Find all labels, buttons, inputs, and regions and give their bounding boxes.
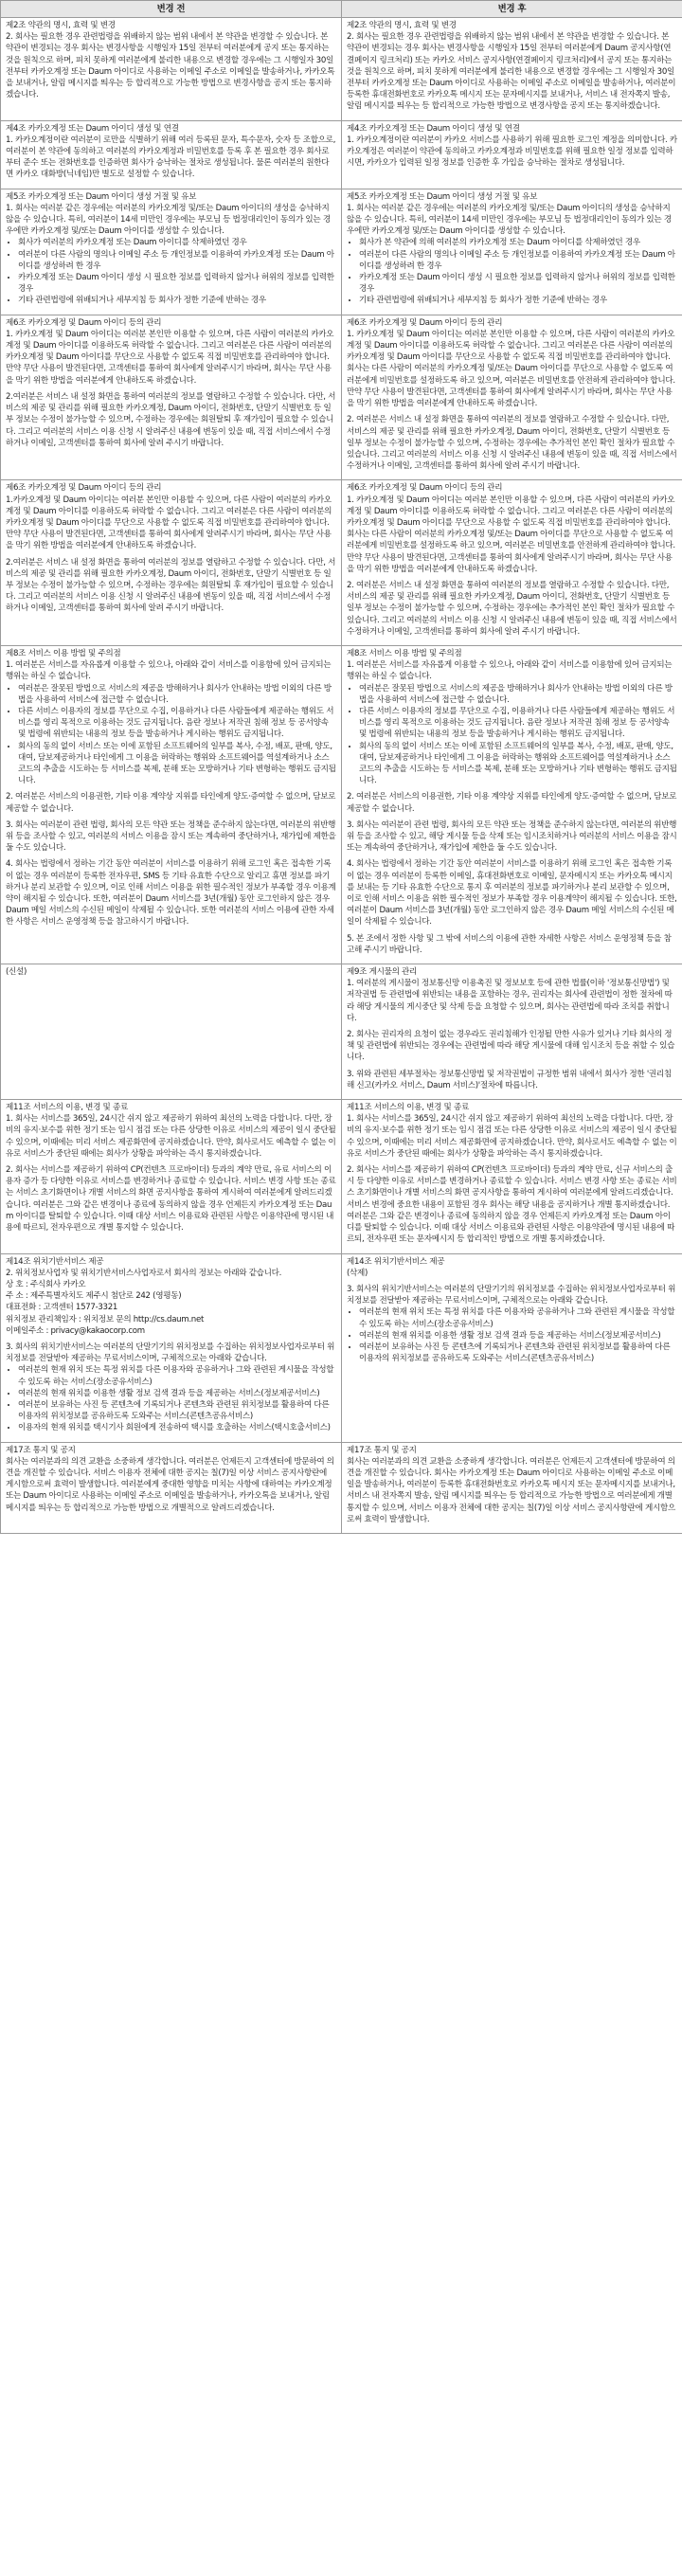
clause-title: 제6조 카카오계정 및 Daum 아이디 등의 관리 xyxy=(6,317,162,328)
table-row xyxy=(1,1253,682,1442)
list-item: • 회사의 동의 없이 서비스 또는 이에 포함된 소프트웨어의 일부를 복사, 수정, 배포, 판매, 양도, 대여, 담보제공하거나 타인에게 그 이용을 허락하는 행위와 소프트웨어를 역설계하거나 소스 코드의 추출을 시도하는 등 서비스를 복제, 분해 또는 모방하거나 기타 변형하는 행위도 금지됩니다. xyxy=(359,741,677,787)
clause-text: 3. 회사의 위치기반서비스는 여러분의 단말기기의 위치정보를 수집하는 위치정보사업자로부터 위치정보를 전달받아 제공하는 무료서비스이며, 구체적으로는 아래와 같습니다. xyxy=(347,1284,676,1306)
clause-text: 3. 회사는 여러분이 관련 법령, 회사의 모든 약관 또는 정책을 준수하지 않는다면, 여러분의 위반행위 등을 조사할 수 있고, 해당 게시물 등을 삭제 또는 임시조치하거나 여러분의 서비스 이용을 잠시 또는 계속하여 중단하거나, 재가입에 제한을 둘 수도 있습니다. xyxy=(347,820,677,854)
clause-text: 회사는 여러분과의 의견 교환을 소중하게 생각합니다. 여러분은 언제든지 고객센터에 방문하여 의견을 개진할 수 있습니다. 회사는 카카오계정 또는 Daum 아이디로 사용하는 이메일 주소로 이메일을 발송하거나, 여러분이 등록한 휴대전화번호로 카카오톡 메시지 또는 문자메시지를 보내거나, 서비스 내 전자쪽지 발송, 알림 메시지를 띄우는 등 합리적으로 가능한 방법으로 여러분에게 개별 통지할 수 있으며, 서비스 이용자 전체에 대한 공지는 칠(7)일 이상 서비스 공지사항란에 게시함으로써 효력이 발생합니다. xyxy=(347,1456,675,1524)
list-item: • 회사의 동의 없이 서비스 또는 이에 포함된 소프트웨어의 일부를 복사, 수정, 배포, 판매, 양도, 대여, 담보제공하거나 타인에게 그 이용을 허락하는 행위와 소프트웨어를 역설계하거나 소스 코드의 추출을 시도하는 등 서비스를 복제, 분해 또는 모방하거나 기타 변형하는 행위도 금지됩니다. xyxy=(18,741,336,787)
clause-block xyxy=(6,191,336,307)
list-item: • 여러분이 다른 사람의 명의나 이메일 주소 등 개인정보를 이용하여 카카오계정 또는 Daum 아이디를 생성하려 한 경우 xyxy=(359,249,677,272)
clause-block xyxy=(347,820,677,855)
clause-title: 제11조 서비스의 이용, 변경 및 종료 xyxy=(6,1103,128,1113)
clause-block xyxy=(347,482,677,575)
clause-block xyxy=(347,580,677,638)
clause-block xyxy=(347,123,677,170)
clause-block xyxy=(347,791,677,814)
clause-text: 4. 회사는 법령에서 정하는 기간 동안 여러분이 서비스를 이용하기 위해 로그인 혹은 접속한 기록이 없는 경우 여러분이 등록한 이메일, 휴대전화번호로 이메일, 문자메시지 또는 카카오톡 메시지를 보내는 등 기타 유효한 수단으로 통지 후 여러분의 정보를 파기하거나 분리 보관할 수 있으며, 이로 인해 서비스 이용을 위한 필수적인 정보가 부족할 경우 이용계약이 해지될 수 있습니다. 또한, 여러분이 Daum 서비스를 3년(개월) 동안 로그인하지 않은 경우 Daum 메일 서비스의 수신된 메일이 삭제될 수 있습니다. xyxy=(347,859,677,928)
cell-after xyxy=(342,1253,682,1442)
clause-block xyxy=(347,1164,677,1245)
list-item: • 여러분이 다른 사람의 명의나 이메일 주소 등 개인정보를 이용하여 카카오계정 또는 Daum 아이디를 생성하려 한 경우 xyxy=(18,249,336,272)
cell-after xyxy=(342,480,682,646)
clause-text: 1. 여러분의 게시물이 정보통신망 이용촉진 및 정보보호 등에 관한 법률(이하 '정보통신망법') 및 저작권법 등 관련법에 위반되는 내용을 포함하는 경우, 권리자는 회사에 관련법이 정한 절차에 따라 해당 게시물의 게시중단 및 삭제 등을 요청할 수 있으며, 회사는 관련법에 따라 조치를 취합니다. xyxy=(347,979,673,1023)
clause-text: 2.여러분은 서비스 내 설정 화면을 통하여 여러분의 정보를 열람하고 수정할 수 있습니다. 다만, 서비스의 제공 및 관리를 위해 필요한 카카오계정, Daum 아이디, 전화번호, 단말기 식별번호 등 일부 정보는 수정이 불가능할 수 있으며, 수정하는 경우에는 회원탈퇴 후 재가입이 필요할 수 있습니다. 그리고 여러분의 서비스 이용 신청 시 알려주신 내용에 변동이 있을 때, 직접 서비스에서 수정하거나 이메일, 고객센터를 통하여 회사에 알려 주시기 바랍니다. xyxy=(6,557,336,614)
clause-block xyxy=(347,1102,677,1160)
clause-title: 제14조 위치기반서비스 제공 xyxy=(347,1256,445,1267)
list-item: • 여러분의 현재 위치를 이용한 생활 정보 검색 결과 등을 제공하는 서비스(정보제공서비스) xyxy=(18,1388,336,1399)
clause-title: 제5조 카카오계정 또는 Daum 아이디 생성 거절 및 유보 xyxy=(347,191,538,202)
cell-after xyxy=(342,1442,682,1533)
info-line: 상 호 : 주식회사 카카오 xyxy=(6,1279,86,1289)
clause-title: 제2조 약관의 명시, 효력 및 변경 xyxy=(6,21,116,30)
clause-text: 1. 여러분은 서비스를 자유롭게 이용할 수 있으나, 아래와 같이 서비스를 이용함에 있어 금지되는 행위는 하실 수 없습니다. xyxy=(347,660,673,682)
table-row xyxy=(1,189,682,315)
clause-text: 1. 카카오계정이란 여러분이 로만을 식별하기 위해 여러 등록된 문자, 특수문자, 숫자 등 조합으로, 여러분이 본 약관에 동의하고 여러분의 카카오계정과 비밀번호를 등록 후 본 필요한 경우 회사로부터 준수 또는 전화번호를 인증하면 회사가 승낙하는 절차로 생성됩니다. 물론 여러분의 원한다면 카카오 대화방(닉네임)만 별도로 설정할 수 있습니다. xyxy=(6,135,336,180)
list-item: • 여러분의 현재 위치를 이용한 생활 정보 검색 결과 등을 제공하는 서비스(정보제공서비스) xyxy=(359,1330,677,1342)
clause-text: 2. 여러분은 서비스 내 설정 화면을 통하여 여러분의 정보를 열람하고 수정할 수 있습니다. 다만, 서비스의 제공 및 관리를 위해 필요한 카카오계정, Daum 아이디, 전화번호, 단말기 식별번호 등 일부 정보는 수정이 불가능할 수 있으며, 수정하는 경우에는 추가적인 본인 확인 절차가 필요할 수 있습니다. 그리고 여러분의 서비스 이용 신청 시 알려주신 내용에 변동이 있을 때, 직접 서비스에서 수정하거나 이메일, 고객센터를 통하여 회사에 알려 주시기 바랍니다. xyxy=(347,415,677,472)
clause-text: 회사는 여러분과의 의견 교환을 소중하게 생각합니다. 여러분은 언제든지 고객센터에 방문하여 의견을 개진할 수 있습니다. 서비스 이용자 전체에 대한 공지는 칠(7)일 이상 서비스 공지사항란에 게시함으로써 효력이 발생합니다. 여러분에게 중대한 영향을 미치는 사항에 대하여는 카카오계정 또는 Daum 아이디로 사용하는 이메일 주소로 이메일을 발송하거나, 카카오톡을 보내거나, 알림 메시지를 띄우는 등 합리적으로 가능한 방법으로 개별적으로 알려드리겠습니다. xyxy=(6,1456,334,1513)
clause-text: 2. 회사는 필요한 경우 관련법령을 위배하지 않는 범위 내에서 본 약관을 변경할 수 있습니다. 본 약관이 변경되는 경우 회사는 변경사항을 시행일자 15일 전부터 여러분에게 공지 또는 통지하는 것을 원칙으로 하며, 피치 못하게 여러분에게 불리한 내용으로 변경할 경우에는 그 시행일자 30일 전부터 카카오계정 또는 Daum 아이디로 사용하는 이메일 주소로 이메일을 발송하거나, 카카오톡을 보내거나, 알림 메시지를 띄우는 등 합리적으로 가능한 방법으로 변경사항을 공지 또는 통지하겠습니다. xyxy=(6,32,335,100)
clause-text: 2. 회사는 서비스를 제공하기 위하여 CP(컨텐츠 프로바이더) 등과의 계약 만료, 유료 서비스의 이용자 증가 등 다양한 이유로 서비스를 변경하거나 종료할 수 있습니다. 서비스 변경 사항 또는 종료는 서비스 초기화면이나 개별 서비스의 화면 공지사항을 통하여 게시하여 여러분에게 알려드리겠습니다. 여러분은 그와 같은 변경이나 종료에 동의하지 않을 경우 언제든지 카카오계정 또는 Daum 아이디를 탈퇴할 수 있습니다. 이때 대상 서비스 이용료와 관련된 사항은 이용약관에 명시된 내용에 따르되, 전자우편으로 개별 통지할 수 있습니다. xyxy=(6,1165,336,1234)
clause-block xyxy=(6,391,336,449)
clause-block xyxy=(347,191,677,307)
table-row xyxy=(1,1442,682,1533)
clause-text: 2. 여러분은 서비스 내 설정 화면을 통하여 여러분의 정보를 열람하고 수정할 수 있습니다. 다만, 서비스의 제공 및 관리를 위해 필요한 카카오계정, Daum 아이디, 전화번호, 단말기 식별번호 등 일부 정보는 수정이 불가능할 수 있으며, 수정하는 경우에는 추가적인 본인 확인 절차가 필요할 수 있습니다. 그리고 여러분의 서비스 이용 신청 시 알려주신 내용에 변동이 있을 때, 직접 서비스에서 수정하거나 이메일, 고객센터를 통하여 회사에 알려 주시기 바랍니다. xyxy=(347,580,677,637)
cell-before xyxy=(1,1253,342,1442)
list-item: • 다른 서비스 이용자의 정보를 무단으로 수집, 이용하거나 다른 사람들에게 제공하는 행위도 서비스를 영리 목적으로 이용하는 것도 금지됩니다. 음란 정보나 저작권 침해 정보 등 공서양속 및 법령에 위반되는 내용의 정보 등을 발송하거나 게시하는 행위도 금지됩니다. xyxy=(359,706,677,741)
list-item: • 다른 서비스 이용자의 정보를 무단으로 수집, 이용하거나 다른 사람들에게 제공하는 행위도 서비스를 영리 목적으로 이용하는 것도 금지됩니다. 음란 정보나 저작권 침해 정보 등 공서양속 및 법령에 위반되는 내용의 정보 등을 발송하거나 게시하는 행위도 금지됩니다. xyxy=(18,706,336,741)
cell-before xyxy=(1,645,342,964)
clause-title: 제6조 카카오계정 및 Daum 아이디 등의 관리 xyxy=(347,317,503,328)
bullet-list xyxy=(6,1364,336,1433)
clause-block xyxy=(6,1445,336,1514)
clause-title: 제14조 위치기반서비스 제공 xyxy=(6,1256,104,1267)
bullet-list xyxy=(347,1306,677,1364)
table-header-row xyxy=(1,1,682,18)
cell-before xyxy=(1,480,342,646)
list-item: • 여러분이 보유하는 사진 등 콘텐츠에 기록되거나 콘텐츠와 관련된 위치정보를 활용하여 다른 이용자의 위치정보를 공유하도록 도와주는 서비스(콘텐츠공유서비스) xyxy=(359,1342,677,1364)
clause-text: 4. 회사는 법령에서 정하는 기간 동안 여러분이 서비스를 이용하기 위해 로그인 혹은 접속한 기록이 없는 경우 여러분이 등록한 전자우편, SMS 등 기타 유효한 수단으로 알리고 휴면 정보를 파기하거나 분리 보관할 수 있으며, 이로 인해 서비스 이용을 위한 필수적인 정보가 부족할 경우 이용계약이 해지될 수 있습니다. 또한, 여러분이 Daum 서비스를 3년(개월) 동안 로그인하지 않은 경우 Daum 메일 서비스의 수신된 메일이 삭제될 수 있습니다. 또한 여러분의 서비스 이용에 관한 자세한 사항은 서비스 운영정책 등을 참고하시기 바랍니다. xyxy=(6,859,336,928)
bullet-list xyxy=(6,683,336,787)
clause-title: 제17조 통지 및 공지 xyxy=(6,1445,76,1455)
clause-title: 제8조 서비스 이용 방법 및 주의점 xyxy=(347,648,462,658)
clause-text: 2. 회사는 권리자의 요청이 없는 경우라도 권리침해가 인정될 만한 사유가 있거나 기타 회사의 정책 및 관련법에 위반되는 경우에는 관련법에 따라 해당 게시물에 대해 임시조치 등을 취할 수 있습니다. xyxy=(347,1030,675,1063)
clause-block xyxy=(347,1069,677,1091)
info-line: 대표전화 : 고객센터 1577-3321 xyxy=(6,1303,118,1313)
table-body xyxy=(1,18,682,1534)
table-row xyxy=(1,645,682,964)
clause-title: 제6조 카카오계정 및 Daum 아이디 등의 관리 xyxy=(6,483,162,494)
clause-block xyxy=(347,648,677,786)
clause-block xyxy=(6,791,336,814)
list-item: • 여러분이 보유하는 사진 등 콘텐츠에 기록되거나 콘텐츠와 관련된 위치정보를 활용하여 다른 이용자의 위치정보를 공유하도록 도와주는 서비스(콘텐츠공유서비스) xyxy=(18,1399,336,1422)
clause-block xyxy=(6,966,336,978)
clause-text: 2. 여러분은 서비스의 이용권한, 기타 이용 계약상 지위를 타인에게 양도·증여할 수 없으며, 담보로 제공할 수 없습니다. xyxy=(6,792,336,814)
clause-block xyxy=(6,1164,336,1234)
bullet-list xyxy=(6,237,336,306)
cell-before xyxy=(1,1100,342,1253)
clause-block xyxy=(6,1342,336,1434)
clause-title: 제4조 카카오계정 또는 Daum 아이디 생성 및 연결 xyxy=(6,123,179,134)
header-before: 변경 전 xyxy=(1,1,342,18)
clause-block xyxy=(347,1256,677,1279)
clause-text: 1. 카카오계정 및 Daum 아이디는 여러분 본인만 이용할 수 있으며, 다른 사람이 여러분의 카카오계정 및 Daum 아이디를 이용하도록 허락할 수 없습니다. 그리고 여러분은 다른 사람이 여러분의 카카오계정 및 Daum 아이디를 무단으로 사용할 수 없도록 직접 비밀번호를 관리하여야 합니다. 회사는 다른 사람이 여러분의 카카오계정 및/또는 Daum 아이디를 무단으로 사용할 수 없도록 여러분에게 비밀번호를 설정하도록 하고 있으며, 여러분은 비밀번호를 안전하게 관리하여야 합니다. 만약 무단 사용이 발견된다면, 고객센터를 통하여 회사에게 알려주시기 바라며, 회사는 무단 사용을 막기 위한 방법을 여러분에게 안내하도록 하겠습니다. xyxy=(347,495,675,574)
cell-after xyxy=(342,120,682,189)
clause-block xyxy=(6,1102,336,1160)
clause-text: 1. 카카오계정 및 Daum 아이디는 여러분 본인만 이용할 수 있으며, 다른 사람이 여러분의 카카오계정 및 Daum 아이디를 이용하도록 허락할 수 없습니다. 그리고 여러분은 다른 사람이 여러분의 카카오계정 및 Daum 아이디를 무단으로 사용할 수 없도록 직접 비밀번호를 관리하여야 합니다. 만약 무단 사용이 발견된다면, 고객센터를 통하여 회사에게 알려주시기 바라며, 회사는 무단 사용을 막기 위한 방법을 여러분에게 안내하도록 하겠습니다. xyxy=(6,329,334,386)
clause-text: 1. 카카오계정이란 여러분이 카카오 서비스를 사용하기 위해 필요한 로그인 계정을 의미합니다. 카카오계정은 여러분이 약관에 동의하고 카카오계정과 비밀번호를 위해 필요한 일정 정보를 입력하시면, 카카오가 입력된 일정 정보를 인증한 후 가입을 승낙하는 절차로 생성됩니다. xyxy=(347,135,677,169)
clause-text: 1. 회사는 여러분 같은 경우에는 여러분의 카카오계정 및/또는 Daum 아이디의 생성을 승낙하지 않을 수 있습니다. 특히, 여러분이 14세 미만인 경우에는 부모님 등 법정대리인이 동의가 있는 경우에만 카카오계정 및/또는 Daum 아이디를 생성할 수 있습니다. xyxy=(347,203,672,237)
list-item: • 기타 관련법령에 위배되거나 세부지침 등 회사가 정한 기준에 반하는 경우 xyxy=(18,295,336,306)
list-item: • 카카오계정 또는 Daum 아이디 생성 시 필요한 정보를 입력하지 않거나 허위의 정보를 입력한 경우 xyxy=(18,272,336,295)
info-line: 위치정보 관리책임자 : 위치정보 문의 http://cs.daum.net xyxy=(6,1314,205,1324)
list-item: • 여러분은 잘못된 방법으로 서비스의 제공을 방해하거나 회사가 안내하는 방법 이외의 다른 방법을 사용하여 서비스에 접근할 수 없습니다. xyxy=(359,683,677,706)
clause-text: 3. 위와 관련된 세부절차는 정보통신망법 및 저작권법이 규정한 범위 내에서 회사가 정한 '권리침해 신고(카카오 서비스, Daum 서비스)'절차에 따릅니다. xyxy=(347,1069,672,1090)
cell-after xyxy=(342,315,682,480)
cell-after xyxy=(342,189,682,315)
clause-block xyxy=(6,557,336,615)
clause-text: 1. 여러분은 서비스를 자유롭게 이용할 수 있으나, 아래와 같이 서비스를 이용함에 있어 금지되는 행위는 하실 수 없습니다. xyxy=(6,660,332,682)
cell-after xyxy=(342,964,682,1100)
table-row xyxy=(1,315,682,480)
list-item: • 이용자의 현재 위치를 택시기사 회원에게 전송하여 택시를 호출하는 서비스(택시호출서비스) xyxy=(18,1422,336,1433)
info-line: 주 소 : 제주특별자치도 제주시 첨단로 242 (영평동) xyxy=(6,1291,182,1302)
clause-title: 제9조 게시물의 관리 xyxy=(347,967,418,978)
list-item: • 회사가 본 약관에 의해 여러분의 카카오계정 또는 Daum 아이디를 삭제하였던 경우 xyxy=(359,237,677,248)
clause-block xyxy=(347,1445,677,1525)
clause-block xyxy=(347,858,677,928)
list-item: • 기타 관련법령에 위배되거나 세부지침 등 회사가 정한 기준에 반하는 경우 xyxy=(359,295,677,306)
bullet-list xyxy=(347,237,677,306)
clause-text: 1. 회사는 여러분 같은 경우에는 여러분의 카카오계정 및/또는 Daum 아이디의 생성을 승낙하지 않을 수 있습니다. 특히, 여러분이 14세 미만인 경우에는 부모님 등 법정대리인이 동의가 있는 경우에만 카카오계정 및/또는 Daum 아이디를 생성할 수 있습니다. xyxy=(6,203,331,237)
clause-block xyxy=(347,1284,677,1364)
clause-text: 2. 회사는 서비스를 제공하기 위하여 CP(컨텐츠 프로바이더) 등과의 계약 만료, 신규 서비스의 출시 등 다양한 이유로 서비스를 변경하거나 종료할 수 있습니다. 서비스 변경 사항 또는 종료는 서비스 초기화면이나 개별 서비스의 화면 공지사항을 통하여 게시하여 여러분에게 알려드리겠습니다. 서비스 변경에 중요한 내용이 포함된 경우 회사는 해당 내용을 공지하거나 개별 통지하겠습니다. 여러분은 그와 같은 변경이나 종료에 동의하지 않을 경우 언제든지 카카오계정 또는 Daum 아이디를 탈퇴할 수 있습니다. 이때 대상 서비스 이용료와 관련된 사항은 이용약관에 명시된 내용에 따르되, 전자우편 또는 문자메시지 등 합리적인 방법으로 개별 통지하겠습니다. xyxy=(347,1165,677,1245)
clause-text: 2. 여러분은 서비스의 이용권한, 기타 이용 계약상 지위를 타인에게 양도·증여할 수 없으며, 담보로 제공할 수 없습니다. xyxy=(347,792,677,814)
table-row xyxy=(1,480,682,646)
list-item: • 회사가 여러분의 카카오계정 또는 Daum 아이디를 삭제하였던 경우 xyxy=(18,237,336,248)
clause-text: 1.카카오계정 및 Daum 아이디는 여러분 본인만 이용할 수 있으며, 다른 사람이 여러분의 카카오계정 및 Daum 아이디를 이용하도록 허락할 수 없습니다. 그리고 여러분은 다른 사람이 여러분의 카카오계정 및 Daum 아이디를 무단으로 사용할 수 없도록 직접 비밀번호를 관리하여야 합니다. 만약 무단 사용이 발견된다면, 고객센터를 통하여 회사에게 알려주시기 바라며, 회사는 무단 사용을 막기 위한 방법을 여러분에게 안내하도록 하겠습니다. xyxy=(6,495,332,551)
clause-text: 2. 회사는 필요한 경우 관련법령을 위배하지 않는 범위 내에서 본 약관을 변경할 수 있습니다. 본 약관이 변경되는 경우 회사는 변경사항을 시행일자 15일 전부터 여러분에게 Daum 공지사항(연결페이지 링크처리) 또는 카카오 서비스 공지사항(연결페이지 링크처리)에서 공지 또는 통지하는 것을 원칙으로 하며, 피치 못하게 여러분에게 불리한 내용으로 변경할 경우에는 그 시행일자 30일 전부터 카카오계정 또는 Daum 아이디로 사용하는 이메일 주소로 이메일을 발송하거나, 여러분이 등록한 휴대전화번호로 카카오톡 메시지 또는 문자메시지를 보내거나, 서비스 내 전자쪽지 발송, 알림 메시지를 띄우는 등 합리적으로 가능한 방법으로 변경사항을 공지 또는 통지하겠습니다. xyxy=(347,32,676,112)
clause-title: 제11조 서비스의 이용, 변경 및 종료 xyxy=(347,1103,469,1113)
cell-after xyxy=(342,645,682,964)
clause-block xyxy=(6,1256,336,1337)
clause-block xyxy=(347,20,677,113)
cell-before xyxy=(1,964,342,1100)
cell-after xyxy=(342,18,682,121)
clause-block xyxy=(347,933,677,956)
clause-block xyxy=(6,648,336,786)
clause-title: 제5조 카카오계정 또는 Daum 아이디 생성 거절 및 유보 xyxy=(6,191,197,202)
clause-title: 제8조 서비스 이용 방법 및 주의점 xyxy=(6,648,121,658)
cell-before xyxy=(1,1442,342,1533)
clause-block xyxy=(6,20,336,100)
list-item: • 여러분의 현재 위치 또는 특정 위치를 다른 이용자와 공유하거나 그와 관련된 게시물을 작성할 수 있도록 하는 서비스(장소공유서비스) xyxy=(359,1306,677,1329)
list-item: • 여러분의 현재 위치 또는 특정 위치를 다른 이용자와 공유하거나 그와 관련된 게시물을 작성할 수 있도록 하는 서비스(장소공유서비스) xyxy=(18,1364,336,1387)
clause-text: 3. 회사의 위치기반서비스는 여러분의 단말기기의 위치정보를 수집하는 위치정보사업자로부터 위치정보를 전달받아 제공하는 무료서비스이며, 구체적으로는 아래와 같습니다. xyxy=(6,1342,335,1364)
clause-text: 1. 회사는 서비스를 365일, 24시간 쉬지 않고 제공하기 위하여 최선의 노력을 다합니다. 다만, 장비의 유지·보수를 위한 정기 또는 임시 점검 또는 다른 상당한 이유로 서비스의 제공이 일시 중단될 수 있으며, 이때에는 미리 서비스 제공화면에 공지하겠습니다. 만약, 회사로서도 예측할 수 없는 이유로 서비스가 중단된 때에는 회사가 상황을 파악하는 즉시 통지하겠습니다. xyxy=(347,1114,677,1159)
clause-block xyxy=(6,858,336,928)
cell-before xyxy=(1,189,342,315)
clause-text: 2. 위치정보사업자 및 위치기반서비스사업자로서 회사의 정보는 아래와 같습니다. xyxy=(6,1268,282,1278)
table-row xyxy=(1,18,682,121)
clause-title: 제17조 통지 및 공지 xyxy=(347,1445,417,1455)
clause-block xyxy=(347,317,677,410)
table-row xyxy=(1,120,682,189)
clause-block xyxy=(6,820,336,855)
clause-text: 2.여러분은 서비스 내 설정 화면을 통하여 여러분의 정보를 열람하고 수정할 수 있습니다. 다만, 서비스의 제공 및 관리를 위해 필요한 카카오계정, Daum 아이디, 전화번호, 단말기 식별번호 등 일부 정보는 수정이 불가능할 수 있으며, 수정하는 경우에는 회원탈퇴 후 재가입이 필요할 수 있습니다. 그리고 여러분의 서비스 이용 신청 시 알려주신 내용에 변동이 있을 때, 직접 서비스에서 수정하거나 이메일, 고객센터를 통하여 회사에 알려 주시기 바랍니다. xyxy=(6,391,336,448)
clause-title: 제4조 카카오계정 또는 Daum 아이디 생성 및 연결 xyxy=(347,123,520,134)
list-item: • 카카오계정 또는 Daum 아이디 생성 시 필요한 정보를 입력하지 않거나 허위의 정보를 입력한 경우 xyxy=(359,272,677,295)
cell-before xyxy=(1,120,342,189)
info-line: 이메일주소 : privacy@kakaocorp.com xyxy=(6,1325,145,1336)
clause-text: (삭제) xyxy=(347,1268,368,1278)
clause-block xyxy=(347,414,677,472)
clause-block xyxy=(347,966,677,1024)
table-row xyxy=(1,1100,682,1253)
clause-block xyxy=(6,123,336,181)
clause-text: 1. 카카오계정 및 Daum 아이디는 여러분 본인만 이용할 수 있으며, 다른 사람이 여러분의 카카오계정 및 Daum 아이디를 이용하도록 허락할 수 없습니다. 그리고 여러분은 다른 사람이 여러분의 카카오계정 및 Daum 아이디를 무단으로 사용할 수 없도록 직접 비밀번호를 관리하여야 합니다. 회사는 다른 사람이 여러분의 카카오계정 및/또는 Daum 아이디를 무단으로 사용할 수 없도록 여러분에게 비밀번호를 설정하도록 하고 있으며, 여러분은 비밀번호를 안전하게 관리하여야 합니다. 만약 무단 사용이 발견된다면, 고객센터를 통하여 회사에게 알려주시기 바라며, 회사는 무단 사용을 막기 위한 방법을 여러분에게 안내하도록 하겠습니다. xyxy=(347,329,675,409)
cell-before xyxy=(1,315,342,480)
clause-text: (신설) xyxy=(6,967,27,978)
clause-text: 1. 회사는 서비스를 365일, 24시간 쉬지 않고 제공하기 위하여 최선의 노력을 다합니다. 다만, 장비의 유지·보수를 위한 정기 또는 임시 점검 또는 다른 상당한 이유로 서비스의 제공이 일시 중단될 수 있으며, 이때에는 미리 서비스 제공화면에 공지하겠습니다. 만약, 회사로서도 예측할 수 없는 이유로 서비스가 중단된 때에는 회사가 상황을 파악하는 즉시 통지하겠습니다. xyxy=(6,1114,336,1159)
cell-before xyxy=(1,18,342,121)
clause-block xyxy=(347,1029,677,1064)
list-item: • 여러분은 잘못된 방법으로 서비스의 제공을 방해하거나 회사가 안내하는 방법 이외의 다른 방법을 사용하여 서비스에 접근할 수 없습니다. xyxy=(18,683,336,706)
clause-text: 3. 회사는 여러분이 관련 법령, 회사의 모든 약관 또는 정책을 준수하지 않는다면, 여러분의 위반행위 등을 조사할 수 있고, 여러분의 서비스 이용을 잠시 또는 계속하여 중단하거나, 재가입에 제한을 둘 수도 있습니다. xyxy=(6,820,336,854)
clause-title: 제2조 약관의 명시, 효력 및 변경 xyxy=(347,21,457,30)
bullet-list xyxy=(347,683,677,787)
clause-block xyxy=(6,317,336,387)
table-row xyxy=(1,964,682,1100)
cell-after xyxy=(342,1100,682,1253)
clause-block xyxy=(6,482,336,551)
clause-title: 제6조 카카오계정 및 Daum 아이디 등의 관리 xyxy=(347,483,503,494)
clause-text: 5. 본 조에서 정한 사항 및 그 밖에 서비스의 이용에 관한 자세한 사항은 서비스 운영정책 등을 참고해 주시기 바랍니다. xyxy=(347,933,672,955)
header-after: 변경 후 xyxy=(342,1,682,18)
